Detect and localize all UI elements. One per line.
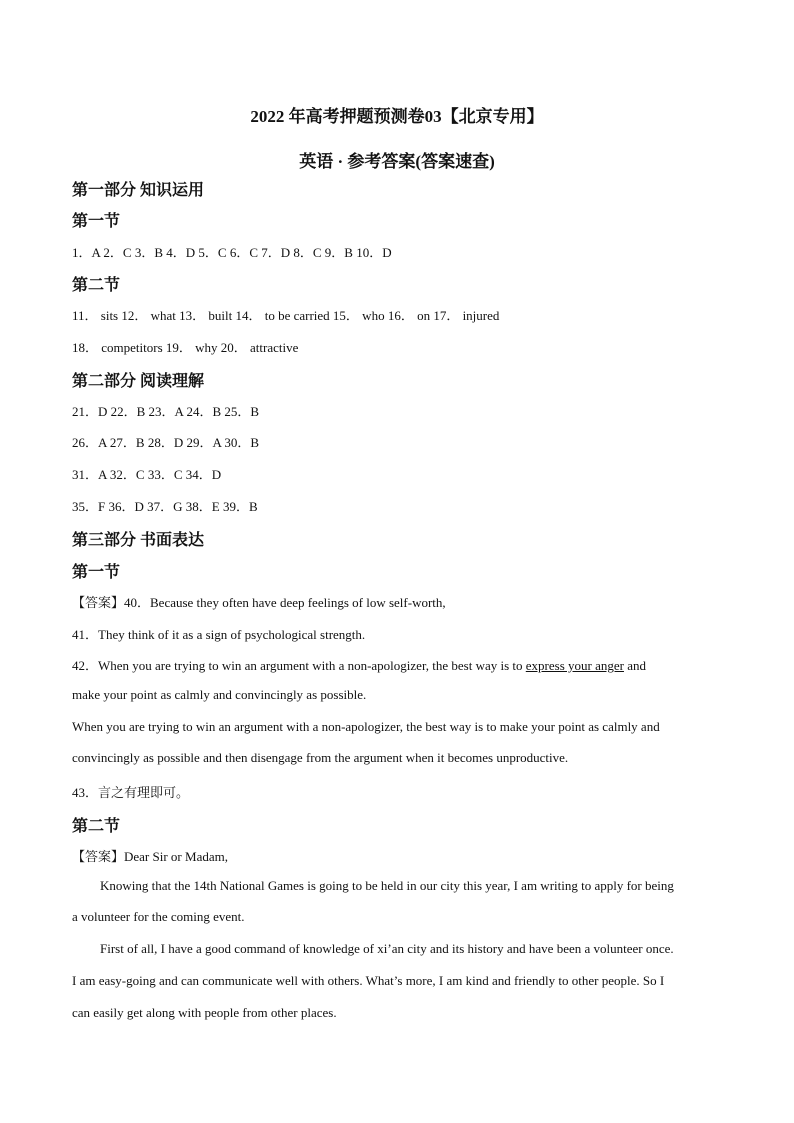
answer-40: 【答案】40．Because they often have deep feelings of low self-worth, (72, 595, 446, 610)
part2-answers-line3: 31．A 32．C 33．C 34．D (72, 467, 222, 482)
part2-answers-line1: 21．D 22．B 23．A 24．B 25．B (72, 404, 260, 419)
letter-para2-line3: can easily get along with people from other places. (72, 1005, 337, 1020)
answer-42 (72, 655, 646, 674)
part1-section2-heading: 第二节 (72, 277, 121, 294)
letter-salutation: 【答案】Dear Sir or Madam, (72, 849, 228, 864)
part3-section2-heading: 第二节 (72, 818, 121, 835)
part2-heading: 第二部分 阅读理解 (72, 373, 205, 390)
part2-answers-line2: 26．A 27．B 28．D 29．A 30．B (72, 435, 260, 450)
part3-heading: 第三部分 书面表达 (72, 532, 205, 549)
letter-para1-line2: a volunteer for the coming event. (72, 909, 245, 924)
part1-heading: 第一部分 知识运用 (72, 182, 205, 199)
answer-42-text: 42．When you are trying to win an argument with a non-apologizer, the best way is to (72, 658, 526, 673)
answer-42-alt-line2: convincingly as possible and then disengage from the argument when it becomes unproductive. (72, 750, 569, 765)
answer-43: 43．言之有理即可。 (72, 785, 190, 800)
letter-para2-line2: I am easy-going and can communicate well with others. What’s more, I am kind and friendly to other people. So I (72, 973, 665, 988)
part1-section1-heading: 第一节 (72, 213, 121, 230)
answer-42-alt-line1: When you are trying to win an argument with a non-apologizer, the best way is to make your point as calmly and (72, 719, 660, 734)
part1-section1-answers: 1．A 2．C 3．B 4．D 5．C 6．C 7．D 8．C 9．B 10．D (72, 245, 392, 260)
answer-42-line2: make your point as calmly and convincingly as possible. (72, 687, 367, 702)
part3-section1-heading: 第一节 (72, 564, 121, 581)
answer-42-tail: and (623, 658, 646, 673)
part1-section2-answers-line2: 18． competitors 19． why 20． attractive (72, 340, 299, 355)
part1-section2-answers-line1: 11． sits 12． what 13． built 14． to be carried 15． who 16． on 17． injured (72, 308, 500, 323)
letter-para2-line1: First of all, I have a good command of knowledge of xi’an city and its history and have been a volunteer once. (100, 941, 674, 956)
answer-42-underlined: express your anger (525, 658, 624, 673)
letter-para1-line1: Knowing that the 14th National Games is going to be held in our city this year, I am writing to apply for being (100, 878, 674, 893)
document-subtitle: 英语 · 参考答案(答案速查) (299, 152, 495, 171)
part2-answers-line4: 35．F 36．D 37．G 38．E 39．B (72, 499, 258, 514)
answer-41: 41．They think of it as a sign of psychological strength. (72, 627, 366, 642)
document-title: 2022 年高考押题预测卷03【北京专用】 (250, 107, 544, 126)
